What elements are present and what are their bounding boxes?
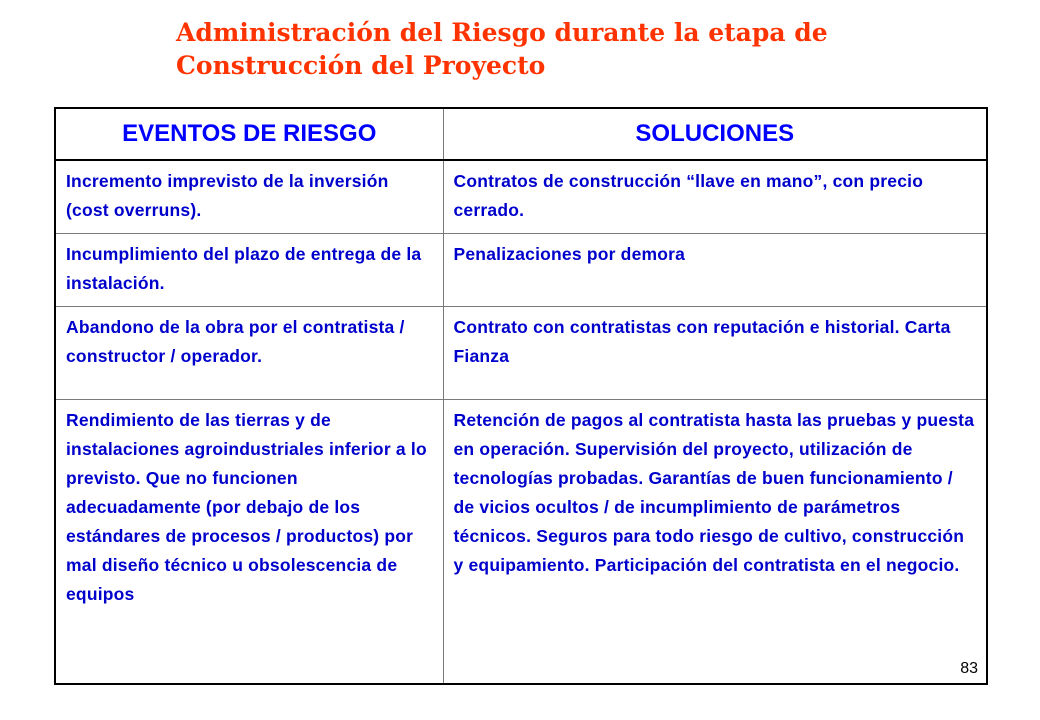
page-number: 83 bbox=[960, 660, 978, 677]
solution-cell bbox=[443, 234, 987, 307]
header-events: EVENTOS DE RIESGO bbox=[55, 108, 443, 160]
table-header-row bbox=[55, 108, 987, 160]
event-text: Rendimiento de las tierras y de instalaciones agroindustriales inferior a lo previsto. Que no funcionen adecuadamente (por debajo de los estándares de procesos / productos) por mal diseño técnico u obsolescencia de equipos bbox=[66, 410, 427, 604]
event-text: Incumplimiento del plazo de entrega de la instalación. bbox=[66, 244, 422, 293]
solution-text: Contrato con contratistas con reputación e historial. Carta Fianza bbox=[453, 317, 951, 366]
event-text: Incremento imprevisto de la inversión (cost overruns). bbox=[66, 171, 389, 220]
header-solutions: SOLUCIONES bbox=[443, 108, 987, 160]
solution-text: Retención de pagos al contratista hasta las pruebas y puesta en operación. Supervisión del proyecto, utilización de tecnologías probadas. Garantías de buen funcionamiento / de vicios ocultos / de incumplimiento de parámetros técnicos. Seguros para todo riesgo de cultivo, construcción y equipamiento. Participación del contratista en el negocio. bbox=[453, 410, 975, 575]
table-row bbox=[55, 307, 987, 400]
event-cell bbox=[55, 160, 443, 234]
event-cell bbox=[55, 400, 443, 685]
solution-text: Penalizaciones por demora bbox=[453, 244, 686, 264]
event-text: Abandono de la obra por el contratista / constructor / operador. bbox=[66, 317, 405, 366]
solution-text: Contratos de construcción “llave en mano”, con precio cerrado. bbox=[453, 171, 924, 220]
solution-cell bbox=[443, 307, 987, 400]
table-row bbox=[55, 400, 987, 685]
event-cell bbox=[55, 234, 443, 307]
solution-cell bbox=[443, 160, 987, 234]
table-row bbox=[55, 160, 987, 234]
slide-title bbox=[176, 16, 976, 82]
slide-title-line-2: Construcción del Proyecto bbox=[176, 51, 546, 80]
slide-title-line-1: Administración del Riesgo durante la etapa de bbox=[176, 18, 828, 47]
event-cell bbox=[55, 307, 443, 400]
risk-table bbox=[54, 107, 988, 685]
table-row bbox=[55, 234, 987, 307]
solution-cell bbox=[443, 400, 987, 685]
